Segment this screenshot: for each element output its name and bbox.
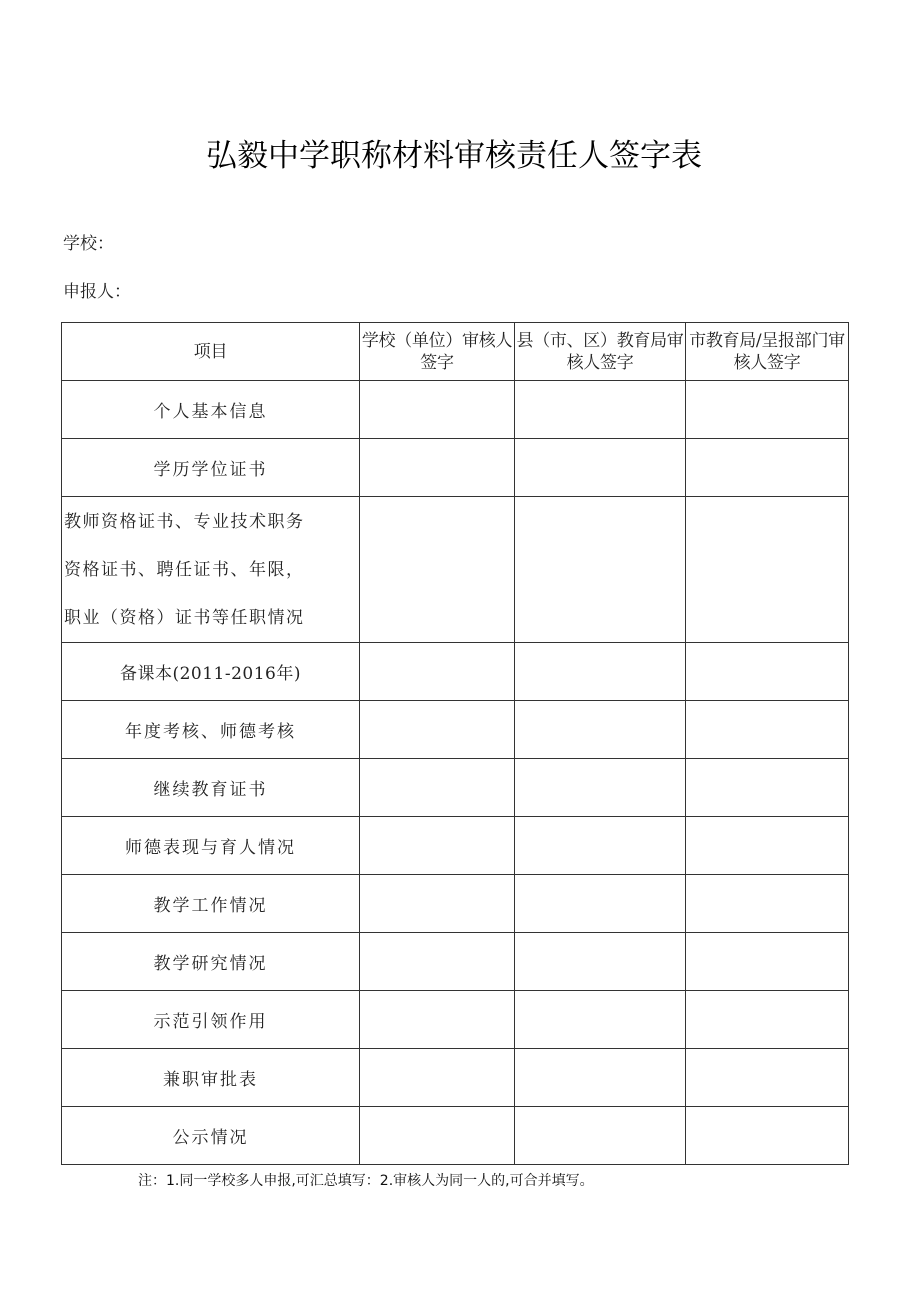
school-sign-cell[interactable] [360,1107,515,1165]
city-sign-cell[interactable] [686,933,849,991]
county-sign-cell[interactable] [515,643,686,701]
city-sign-cell[interactable] [686,497,849,643]
city-sign-cell[interactable] [686,439,849,497]
city-sign-cell[interactable] [686,759,849,817]
county-sign-cell[interactable] [515,381,686,439]
county-sign-cell[interactable] [515,1049,686,1107]
row-item-line: 资格证书、聘任证书、年限， [64,559,305,580]
document-title: 弘毅中学职称材料审核责任人签字表 [206,138,702,174]
table-row [62,497,849,643]
header-county-sign: 县（市、区）教育局审核人签字 [515,323,686,381]
school-sign-cell[interactable] [360,817,515,875]
table-row [62,643,849,701]
row-item-label: 兼职审批表 [62,1049,360,1107]
school-sign-cell[interactable] [360,497,515,643]
school-sign-cell[interactable] [360,875,515,933]
row-item-label: 公示情况 [62,1107,360,1165]
table-row [62,1107,849,1165]
school-sign-cell[interactable] [360,381,515,439]
row-item-label: 学历学位证书 [62,439,360,497]
row-item-line: 职业（资格）证书等任职情况 [64,607,305,628]
school-sign-cell[interactable] [360,991,515,1049]
school-sign-cell[interactable] [360,439,515,497]
city-sign-cell[interactable] [686,875,849,933]
school-sign-cell[interactable] [360,643,515,701]
table-row [62,701,849,759]
row-item-label: 备课本(2011-2016年) [62,643,360,701]
city-sign-cell[interactable] [686,701,849,759]
applicant-label: 申报人： [63,282,131,302]
county-sign-cell[interactable] [515,817,686,875]
row-item-label: 继续教育证书 [62,759,360,817]
row-item-label [62,497,360,643]
county-sign-cell[interactable] [515,1107,686,1165]
school-sign-cell[interactable] [360,1049,515,1107]
county-sign-cell[interactable] [515,933,686,991]
header-item: 项目 [62,323,360,381]
city-sign-cell[interactable] [686,381,849,439]
table-row [62,381,849,439]
row-item-line: 教师资格证书、专业技术职务 [64,511,305,532]
city-sign-cell[interactable] [686,643,849,701]
row-item-label: 示范引领作用 [62,991,360,1049]
row-item-label: 教学工作情况 [62,875,360,933]
school-label: 学校： [63,234,114,254]
county-sign-cell[interactable] [515,759,686,817]
header-city-sign: 市教育局/呈报部门审核人签字 [686,323,849,381]
city-sign-cell[interactable] [686,1049,849,1107]
table-row [62,933,849,991]
county-sign-cell[interactable] [515,497,686,643]
row-item-label: 年度考核、师德考核 [62,701,360,759]
school-sign-cell[interactable] [360,701,515,759]
table-header-row [62,323,849,381]
table-row [62,875,849,933]
signature-table [61,322,849,1165]
row-item-label: 教学研究情况 [62,933,360,991]
county-sign-cell[interactable] [515,439,686,497]
city-sign-cell[interactable] [686,991,849,1049]
table-row [62,759,849,817]
school-sign-cell[interactable] [360,933,515,991]
table-row [62,1049,849,1107]
header-school-sign: 学校（单位）审核人签字 [360,323,515,381]
table-row [62,817,849,875]
table-row [62,439,849,497]
school-sign-cell[interactable] [360,759,515,817]
row-item-label: 师德表现与育人情况 [62,817,360,875]
footnote: 注：1.同一学校多人申报,可汇总填写：2.审核人为同一人的,可合并填写。 [138,1173,594,1189]
row-item-label: 个人基本信息 [62,381,360,439]
county-sign-cell[interactable] [515,991,686,1049]
county-sign-cell[interactable] [515,701,686,759]
county-sign-cell[interactable] [515,875,686,933]
table-row [62,991,849,1049]
city-sign-cell[interactable] [686,817,849,875]
city-sign-cell[interactable] [686,1107,849,1165]
